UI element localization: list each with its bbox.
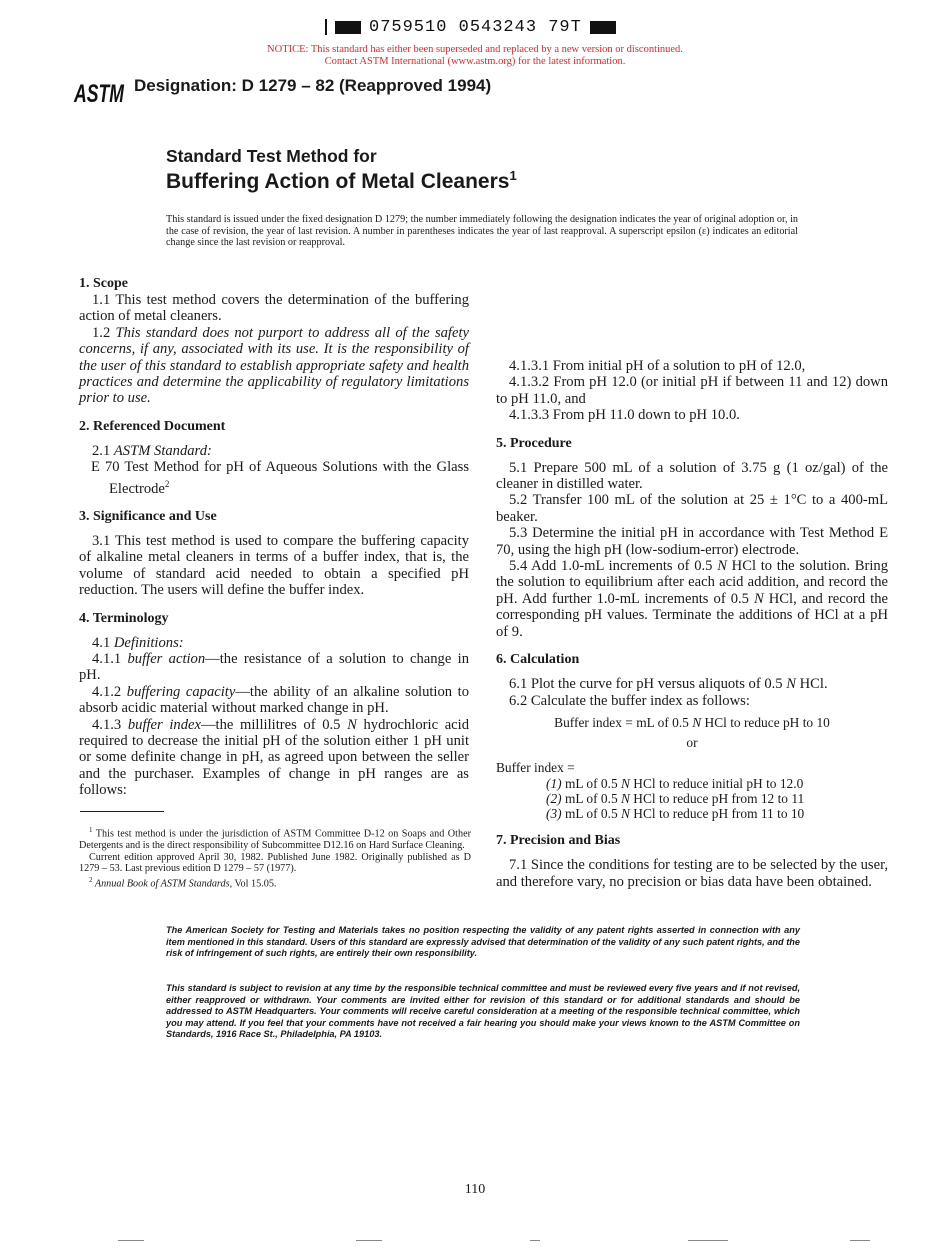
buffer-index-formula: Buffer index = mL of 0.5 N HCl to reduce pH to 10 bbox=[554, 714, 830, 730]
footnote-2: $^2$ Annual Book of ASTM Standards, Vol 15.05. bbox=[89, 875, 277, 890]
barcode-text: 0759510 0543243 79T bbox=[369, 17, 582, 37]
scan-mark bbox=[688, 1240, 728, 1241]
section-heading-significance: 3. Significance and Use bbox=[79, 508, 217, 524]
footnote-divider bbox=[80, 811, 164, 812]
patent-disclaimer: The American Society for Testing and Materials takes no position respecting the validity of any patent rights asserted in connection with any item mentioned in this standard. Users of this standard are expressly advised that determination of the validity of any such patent rights, and the risk of infringement of such rights, are entirely their own responsibility. bbox=[166, 925, 800, 959]
paragraph-6-1: 6.1 Plot the curve for pH versus aliquots of 0.5 N HCl. bbox=[509, 676, 828, 693]
title-text: Buffering Action of Metal Cleaners bbox=[166, 170, 510, 193]
section-heading-precision: 7. Precision and Bias bbox=[496, 833, 621, 849]
scan-mark bbox=[850, 1240, 870, 1241]
range-4-1-3-1: 4.1.3.1 From initial pH of a solution to pH of 12.0, bbox=[509, 358, 806, 374]
buffer-index-item: (3) mL of 0.5 N HCl to reduce pH from 11 to 10 bbox=[546, 806, 805, 822]
title-footnote-ref: 1 bbox=[509, 168, 517, 183]
paragraph-4-1: 4.1 Definitions: bbox=[92, 634, 184, 651]
notice-line: Contact ASTM International (www.astm.org) for the latest information. bbox=[324, 56, 626, 67]
paragraph-5-1: 5.1 Prepare 500 mL of a solution of 3.75 g (1 oz/gal) of the cleaner in distilled water. bbox=[496, 459, 888, 493]
term-buffer-action: 4.1.1 buffer action—the resistance of a solution to change in pH. bbox=[79, 650, 469, 684]
barcode-block bbox=[590, 21, 616, 34]
formula-or: or bbox=[686, 735, 698, 751]
scan-mark bbox=[356, 1240, 382, 1241]
term-buffering-capacity: 4.1.2 buffering capacity—the ability of an alkaline solution to absorb acidic material without marked change in pH. bbox=[79, 683, 470, 717]
section-heading-referenced: 2. Referenced Document bbox=[79, 418, 226, 434]
buffer-index-label: Buffer index = bbox=[496, 759, 575, 775]
supersede-notice bbox=[0, 44, 950, 68]
footnote-1: $^1$ This test method is under the jurisdiction of ASTM Committee D-12 on Soaps and Other Detergents and is the direct responsibility of Subcommittee D12.16 on Hard Surface Cleaning. bbox=[79, 826, 471, 851]
page-title bbox=[166, 168, 517, 194]
revision-disclaimer: This standard is subject to revision at any time by the responsible technical committee and must be reviewed every five years and if not revised, either reapproved or withdrawn. Your comments are invited either for revision of this standard or for additional standards and should be addressed to ASTM Headquarters. Your comments will receive careful consideration at a meeting of the responsible technical committee, which you may attend. If you feel that your comments have not received a fair hearing you should make your views known to the ASTM Committee on Standards, 1916 Race St., Philadelphia, PA 19103. bbox=[166, 983, 800, 1040]
designation: Designation: D 1279 – 82 (Reapproved 1994) bbox=[134, 76, 492, 95]
paragraph-7-1: 7.1 Since the conditions for testing are to be selected by the user, and therefore vary, no precision or bias data have been obtained. bbox=[496, 857, 888, 890]
barcode-bar bbox=[325, 19, 327, 35]
continued-text-space bbox=[496, 276, 888, 358]
paragraph-1-2: 1.2 This standard does not purport to address all of the safety concerns, if any, associated with its use. It is the responsibility of the user of this standard to establish appropriate safety and health practices and determine the applicability of regulatory limitations prior to use. bbox=[79, 324, 469, 407]
paragraph-1-1: 1.1 This test method covers the determination of the buffering action of metal cleaners. bbox=[79, 292, 469, 325]
section-heading-calculation: 6. Calculation bbox=[496, 652, 580, 668]
title-line-1: Standard Test Method for bbox=[166, 146, 377, 166]
scan-mark bbox=[118, 1240, 144, 1241]
range-4-1-3-3: 4.1.3.3 From pH 11.0 down to pH 10.0. bbox=[509, 407, 740, 424]
barcode-block bbox=[335, 21, 361, 34]
range-4-1-3-2: 4.1.3.2 From pH 12.0 (or initial pH if between 11 and 12) down to pH 11.0, and bbox=[496, 374, 888, 407]
buffer-index-items bbox=[496, 776, 888, 821]
paragraph-5-4: 5.4 Add 1.0-mL increments of 0.5 N HCl to the solution. Bring the solution to equilibrium after each acid addition, and record the pH. Add further 1.0-mL increments of 0.5 N HCl, and record the corresponding pH values. Terminate the additions of HCl at a pH of 9. bbox=[496, 558, 889, 640]
section-heading-procedure: 5. Procedure bbox=[496, 435, 572, 451]
left-column bbox=[79, 276, 469, 799]
section-heading-terminology: 4. Terminology bbox=[79, 610, 169, 626]
astm-logo bbox=[73, 70, 125, 110]
page-number: 110 bbox=[464, 1182, 486, 1197]
issuance-note: This standard is issued under the fixed designation D 1279; the number immediately following the designation indicates the year of original adoption or, in the case of revision, the year of last revision. A number in parentheses indicates the year of last reapproval. A superscript epsilon (ε) indicates an editorial change since the last revision or reapproval. bbox=[166, 214, 798, 249]
notice-line: NOTICE: This standard has either been superseded and replaced by a new version or discontinued. bbox=[267, 44, 683, 55]
paragraph-5-3: 5.3 Determine the initial pH in accordance with Test Method E 70, using the high pH (low-sodium-error) electrode. bbox=[496, 525, 888, 558]
paragraph-2-1: 2.1 ASTM Standard: bbox=[92, 442, 212, 459]
paragraph-5-2: 5.2 Transfer 100 mL of the solution at 25 ± 1°C to a 400-mL beaker. bbox=[496, 492, 888, 525]
buffer-index-item: (2) mL of 0.5 N HCl to reduce pH from 12 to 11 bbox=[546, 791, 805, 807]
right-column bbox=[496, 276, 888, 890]
buffer-index-item: (1) mL of 0.5 N HCl to reduce initial pH to 12.0 bbox=[546, 776, 804, 792]
term-buffer-index: 4.1.3 buffer index—the millilitres of 0.5 N hydrochloric acid required to decrease the initial pH of the solution either 1 pH unit or some definite change in pH, as agreed upon between the seller and the purchaser. Examples of change in pH ranges are as follows: bbox=[79, 716, 470, 799]
reference-e70: E 70 Test Method for pH of Aqueous Solutions with the Glass Electrode$^2$ bbox=[91, 459, 469, 497]
scan-mark bbox=[530, 1240, 540, 1241]
footnotes bbox=[79, 825, 471, 890]
paragraph-6-2: 6.2 Calculate the buffer index as follows: bbox=[509, 692, 750, 709]
footnote-1-edition: Current edition approved April 30, 1982. Published June 1982. Originally published as D 1279 – 53. Last previous edition D 1279 – 57 (1977). bbox=[79, 851, 471, 875]
section-heading-scope: 1. Scope bbox=[79, 276, 128, 291]
barcode bbox=[325, 16, 616, 38]
logo-text: ASTM bbox=[73, 80, 125, 108]
paragraph-3-1: 3.1 This test method is used to compare the buffering capacity of alkaline metal cleaners in terms of a buffer index, that is, the volume of standard acid needed to obtain a specified pH reduction. The users will define the buffer index. bbox=[79, 532, 469, 599]
